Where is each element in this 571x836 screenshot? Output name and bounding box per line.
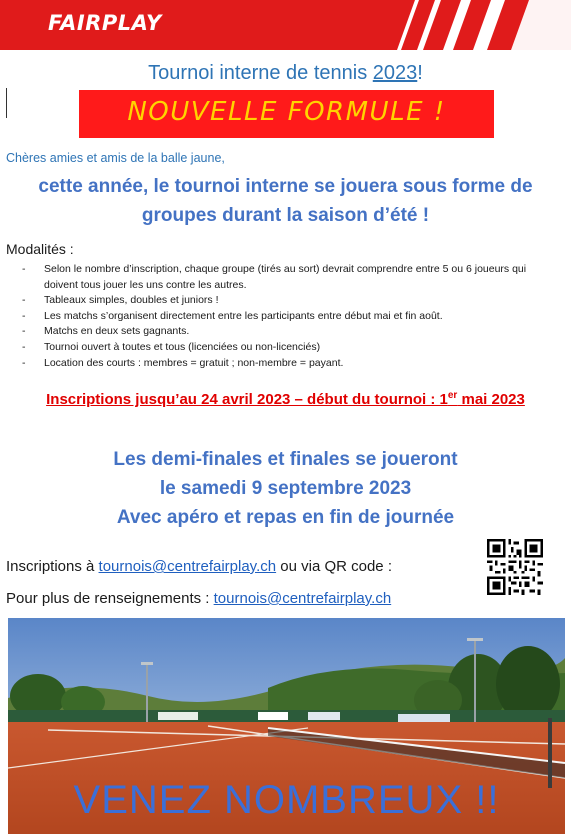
headline-line-2: groupes durant la saison d’été ! — [141, 205, 430, 226]
finals-announcement — [0, 445, 571, 532]
headline-line-1: cette année, le tournoi interne se jouera sous forme de — [38, 176, 533, 197]
header-bar — [0, 0, 571, 50]
finals-line-3: Avec apéro et repas en fin de journée — [116, 507, 455, 528]
banner-text: NOUVELLE FORMULE ! — [127, 97, 446, 127]
info-contact-line: Pour plus de renseignements : tournois@centrefairplay.ch — [6, 590, 392, 607]
qr-code-icon[interactable] — [487, 539, 543, 595]
modalites-list — [22, 262, 542, 371]
nouvelle-formule-banner — [79, 90, 494, 138]
greeting-text: Chères amies et amis de la balle jaune, — [6, 151, 225, 165]
inscriptions-deadline: Inscriptions jusqu’au 24 avril 2023 – début du tournoi : 1er mai 2023 — [46, 390, 525, 408]
finals-line-1: Les demi-finales et finales se joueront — [113, 449, 458, 470]
inscriptions-contact-line: Inscriptions à tournois@centrefairplay.ch ou via QR code : — [6, 558, 392, 575]
email-link[interactable]: tournois@centrefairplay.ch — [213, 590, 392, 607]
photo-caption: VENEZ NOMBREUX !! — [73, 778, 500, 822]
list-item: - Les matchs s’organisent directement entre les participants entre début mai et fin août. — [22, 309, 542, 325]
list-item: - Location des courts : membres = gratuit ; non-membre = payant. — [22, 356, 542, 372]
email-link[interactable]: tournois@centrefairplay.ch — [98, 558, 277, 575]
list-item: - Tournoi ouvert à toutes et tous (licenciées ou non-licenciés) — [22, 340, 542, 356]
fairplay-logo: FAIRPLAY — [48, 11, 162, 35]
modalites-title: Modalités : — [6, 241, 74, 257]
headline — [0, 172, 571, 230]
text-cursor-mark — [6, 88, 7, 118]
list-item: - Matchs en deux sets gagnants. — [22, 324, 542, 340]
tennis-court-photo — [8, 618, 565, 834]
finals-line-2: le samedi 9 septembre 2023 — [159, 478, 412, 499]
title-year: 2023 — [372, 62, 418, 84]
header-stripes-decoration — [391, 0, 571, 50]
page-title: Tournoi interne de tennis 2023! — [148, 62, 423, 84]
list-item: - Selon le nombre d’inscription, chaque groupe (tirés au sort) devrait comprendre entre 5 ou 6 joueurs qui doivent tous jouer les uns contre les autres. — [22, 262, 542, 293]
list-item: - Tableaux simples, doubles et juniors ! — [22, 293, 542, 309]
